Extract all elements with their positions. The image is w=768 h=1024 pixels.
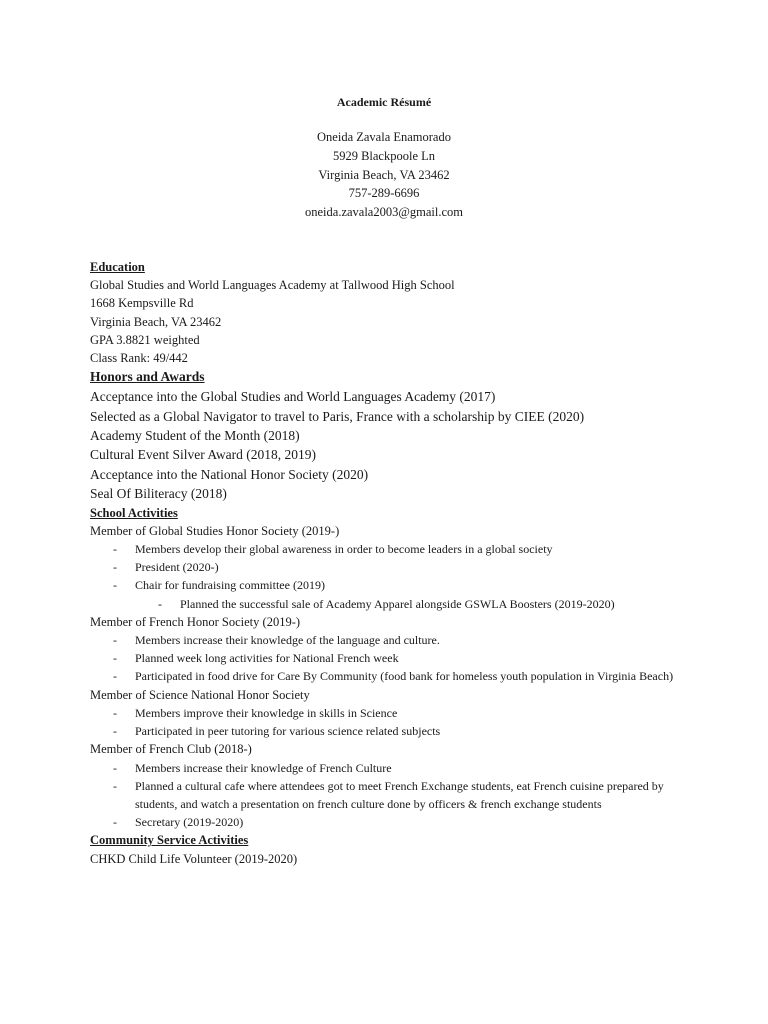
honor-item: Cultural Event Silver Award (2018, 2019) xyxy=(90,447,316,463)
bullet-dash: - xyxy=(113,651,117,666)
activity-bullet xyxy=(90,558,690,576)
community-service-item: CHKD Child Life Volunteer (2019-2020) xyxy=(90,851,298,866)
bullet-text: Members develop their global awareness in order to become leaders in a global society xyxy=(135,542,553,557)
honor-item: Selected as a Global Navigator to travel to Paris, France with a scholarship by CIEE (2020) xyxy=(90,408,585,424)
education-line: Global Studies and World Languages Academy at Tallwood High School xyxy=(90,278,455,293)
document-title: Academic Résumé xyxy=(336,95,432,109)
resume-body xyxy=(90,258,690,868)
honor-item: Seal Of Biliteracy (2018) xyxy=(90,486,227,502)
activity-bullet xyxy=(90,777,690,813)
bullet-text: Planned week long activities for National French week xyxy=(135,651,399,666)
bullet-dash: - xyxy=(113,542,117,557)
activity-title: Member of Global Studies Honor Society (2019-) xyxy=(90,523,340,538)
activity-bullet xyxy=(90,704,690,722)
education-line: 1668 Kempsville Rd xyxy=(90,296,194,311)
education-line: Class Rank: 49/442 xyxy=(90,351,188,366)
activity-bullet xyxy=(90,667,690,685)
bullet-dash: - xyxy=(113,815,117,830)
activity-bullet xyxy=(90,576,690,594)
activity-bullet xyxy=(90,759,690,777)
bullet-text: Participated in peer tutoring for various science related subjects xyxy=(135,724,441,739)
bullet-dash: - xyxy=(113,633,117,648)
activity-bullet xyxy=(90,813,690,831)
bullet-text: Planned the successful sale of Academy Apparel alongside GSWLA Boosters (2019-2020) xyxy=(180,596,615,611)
education-line: GPA 3.8821 weighted xyxy=(90,332,200,347)
bullet-dash: - xyxy=(113,705,117,720)
bullet-text: Members increase their knowledge of French Culture xyxy=(135,760,392,775)
honor-item: Acceptance into the Global Studies and World Languages Academy (2017) xyxy=(90,389,496,405)
activity-bullet xyxy=(90,649,690,667)
city-state-zip: Virginia Beach, VA 23462 xyxy=(318,167,450,182)
education-line: Virginia Beach, VA 23462 xyxy=(90,314,222,329)
honor-item: Academy Student of the Month (2018) xyxy=(90,428,300,444)
bullet-dash: - xyxy=(113,669,117,684)
activity-title: Member of Science National Honor Society xyxy=(90,687,310,702)
community-service-heading: Community Service Activities xyxy=(90,833,249,848)
bullet-dash: - xyxy=(113,560,117,575)
bullet-dash: - xyxy=(158,596,162,611)
activity-bullet xyxy=(90,540,690,558)
activity-bullet xyxy=(90,631,690,649)
bullet-text: Members improve their knowledge in skills in Science xyxy=(135,705,398,720)
activity-bullet xyxy=(90,722,690,740)
contact-block xyxy=(0,128,768,222)
activity-title: Member of French Honor Society (2019-) xyxy=(90,614,301,629)
activity-title: Member of French Club (2018-) xyxy=(90,742,252,757)
bullet-dash: - xyxy=(113,724,117,739)
street-address: 5929 Blackpoole Ln xyxy=(332,148,436,163)
honor-item: Acceptance into the National Honor Society (2020) xyxy=(90,466,369,482)
bullet-text: President (2020-) xyxy=(135,560,219,575)
school-activities-heading: School Activities xyxy=(90,505,178,520)
activity-sub-bullet xyxy=(90,595,690,613)
honors-heading: Honors and Awards xyxy=(90,369,205,385)
bullet-dash: - xyxy=(113,760,117,775)
bullet-text: Members increase their knowledge of the language and culture. xyxy=(135,633,440,648)
email-address: oneida.zavala2003@gmail.com xyxy=(305,205,463,220)
bullet-dash: - xyxy=(113,578,117,593)
bullet-text: Planned a cultural cafe where attendees got to meet French Exchange students, eat French cuisine prepared by students, and watch a presentation on french culture done by officers & french exchange students xyxy=(135,778,664,811)
phone-number: 757-289-6696 xyxy=(348,186,420,201)
bullet-text: Participated in food drive for Care By Community (food bank for homeless youth population in Virginia Beach) xyxy=(135,669,674,684)
bullet-dash: - xyxy=(113,778,117,793)
applicant-name: Oneida Zavala Enamorado xyxy=(317,130,451,144)
education-heading: Education xyxy=(90,260,145,274)
bullet-text: Chair for fundraising committee (2019) xyxy=(135,578,325,593)
bullet-text: Secretary (2019-2020) xyxy=(135,815,244,830)
